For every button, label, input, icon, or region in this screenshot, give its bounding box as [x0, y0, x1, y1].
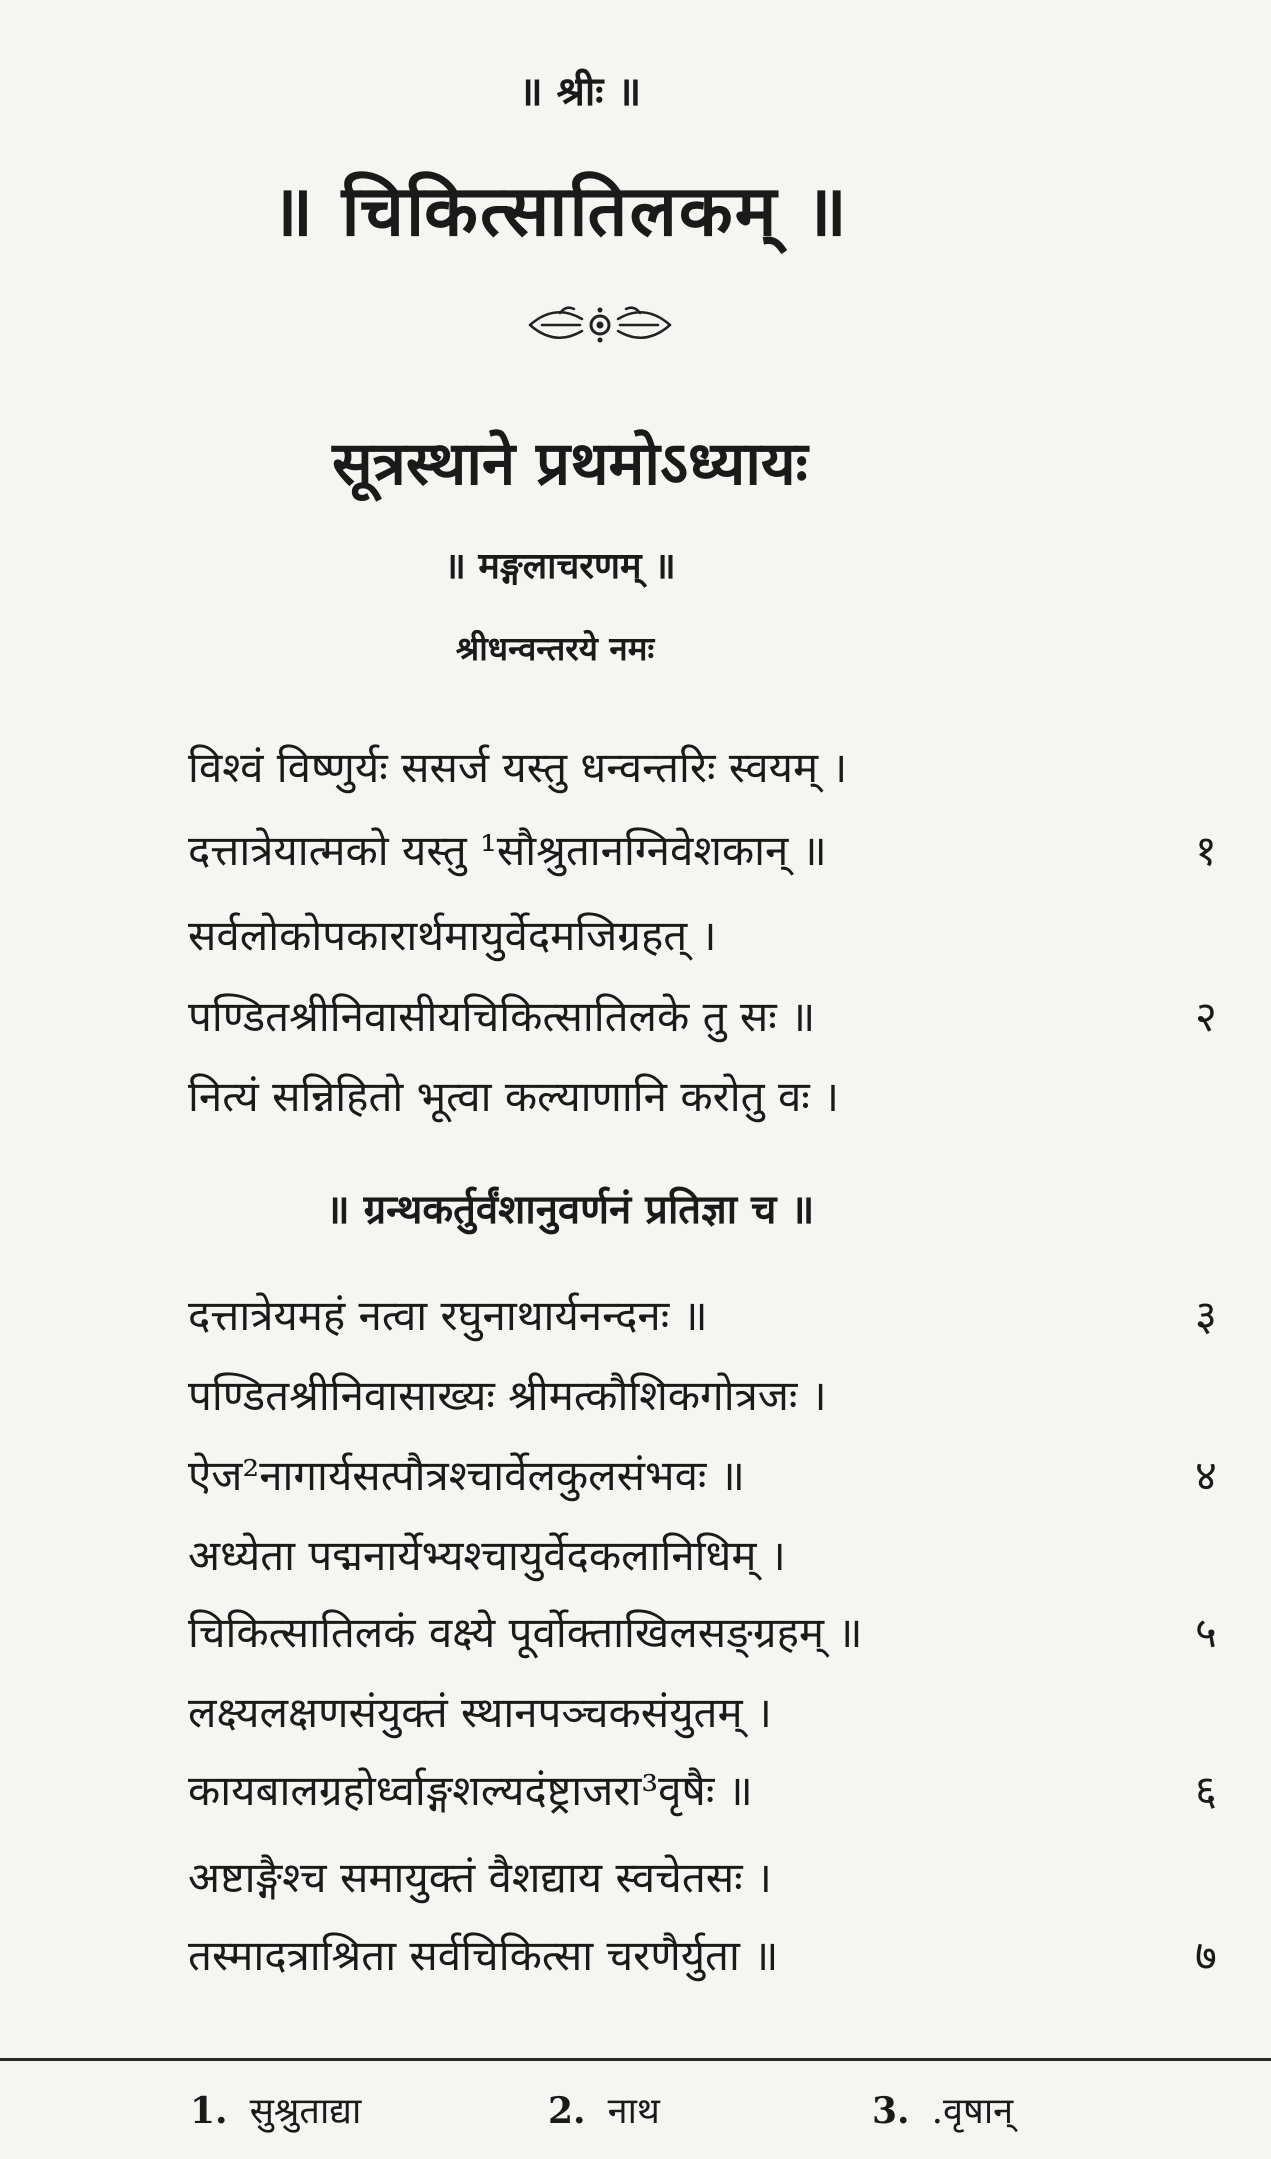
footnote-number: 3.: [872, 2090, 910, 2132]
footnote-divider: [0, 2058, 1271, 2061]
footnote: [548, 2085, 660, 2134]
verse-line: नित्यं सन्निहितो भूत्वा कल्याणानि करोतु वः ।: [188, 1072, 840, 1121]
verse-number: ५: [1195, 1608, 1217, 1657]
chapter-heading: सूत्रस्थाने प्रथमोऽध्यायः: [332, 429, 808, 499]
verse-line: अष्टाङ्गैश्च समायुक्तं वैशद्याय स्वचेतसः ।: [188, 1853, 772, 1902]
verse-line: दत्तात्रेयात्मको यस्तु ¹सौश्रुतानग्निवेशकान् ॥: [188, 826, 827, 875]
section-subheading: श्रीधन्वन्तरये नमः: [455, 629, 655, 668]
verse-number: १: [1195, 826, 1217, 875]
footnote-text: सुश्रुताद्या: [249, 2091, 362, 2132]
footnote-number: 1.: [190, 2090, 228, 2132]
verse-number: ६: [1195, 1766, 1217, 1815]
verse-line: पण्डितश्रीनिवासीयचिकित्सातिलके तु सः ॥: [188, 992, 816, 1041]
verse-number: २: [1195, 992, 1217, 1041]
verse-line: विश्वं विष्णुर्यः ससर्ज यस्तु धन्वन्तरिः स्वयम् ।: [188, 743, 848, 792]
footnote: [190, 2085, 361, 2134]
footnote-text: नाथ: [607, 2091, 660, 2132]
verse-line: दत्तात्रेयमहं नत्वा रघुनाथार्यनन्दनः ॥: [188, 1291, 708, 1340]
footnote-number: 2.: [548, 2090, 586, 2132]
verse-line: कायबालग्रहोर्ध्वाङ्गशल्यदंष्ट्राजरा³वृषैः ॥: [188, 1766, 753, 1815]
verse-line: लक्ष्यलक्षणसंयुक्तं स्थानपञ्चकसंयुतम् ।: [188, 1688, 772, 1737]
ornament-divider-icon: [520, 295, 680, 355]
section-heading-granthakartu: ॥ ग्रन्थकर्तुर्वंशानुवर्णनं प्रतिज्ञा च ॥: [325, 1186, 815, 1233]
verse-number: ७: [1195, 1931, 1217, 1980]
verse-line: चिकित्सातिलकं वक्ष्ये पूर्वोक्ताखिलसङ्ग्रहम् ॥: [188, 1608, 863, 1657]
footnote: [872, 2085, 1013, 2134]
verse-line: पण्डितश्रीनिवासाख्यः श्रीमत्कौशिकगोत्रजः ।: [188, 1371, 827, 1420]
verse-line: ऐज²नागार्यसत्पौत्रश्चार्वेलकुलसंभवः ॥: [188, 1451, 745, 1500]
verse-number: ३: [1195, 1291, 1217, 1340]
footnote-text: .वृषान्: [931, 2091, 1014, 2132]
page-title: ॥ चिकित्सातिलकम् ॥: [271, 169, 849, 252]
verse-line: अध्येता पद्मनार्येभ्यश्चायुर्वेदकलानिधिम् ।: [188, 1531, 786, 1580]
verse-line: तस्मादत्राश्रिता सर्वचिकित्सा चरणैर्युता ॥: [188, 1931, 779, 1980]
invocation: ॥ श्रीः ॥: [518, 68, 642, 115]
verse-number: ४: [1195, 1451, 1217, 1500]
verse-line: सर्वलोकोपकारार्थमायुर्वेदमजिग्रहत् ।: [188, 911, 717, 960]
section-heading-mangalacharanam: ॥ मङ्गलाचरणम् ॥: [444, 545, 676, 587]
